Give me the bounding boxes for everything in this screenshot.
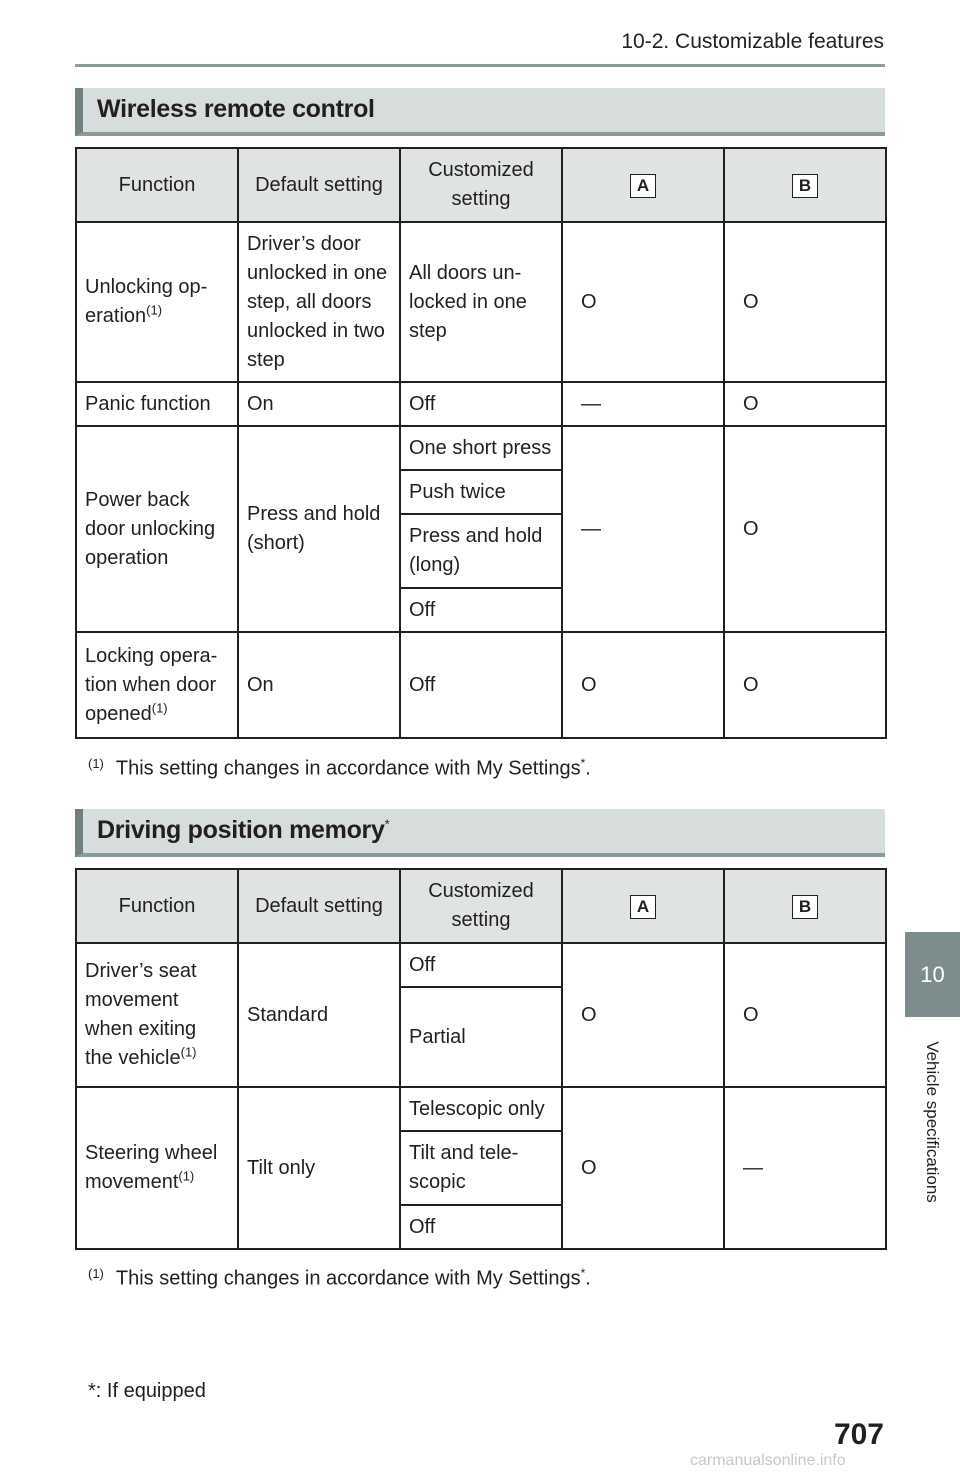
page-number: 707 bbox=[833, 1418, 884, 1451]
cell-default: On bbox=[238, 382, 400, 426]
cell-custom-option: Off bbox=[400, 1205, 562, 1249]
table-row-panic bbox=[76, 382, 886, 426]
cell-custom: Off bbox=[400, 382, 562, 426]
column-header-customized: Customized setting bbox=[400, 869, 562, 943]
cell-custom: All doors un-locked in one step bbox=[400, 222, 562, 382]
cell-a: — bbox=[562, 426, 724, 632]
cell-b: — bbox=[724, 1087, 886, 1249]
column-header-b bbox=[724, 148, 886, 222]
cell-custom-option: Press and hold (long) bbox=[400, 514, 562, 588]
column-header-function: Function bbox=[76, 869, 238, 943]
footnote-mark: (1) bbox=[88, 756, 104, 771]
watermark: carmanualsonline.info bbox=[690, 1452, 846, 1469]
cell-custom-option: One short press bbox=[400, 426, 562, 470]
cell-function: Panic function bbox=[76, 382, 238, 426]
footnote-text: This setting changes in accordance with My Settings bbox=[115, 1267, 581, 1290]
label-a-box: A bbox=[630, 174, 656, 198]
chapter-label: Vehicle specifications bbox=[923, 1041, 942, 1203]
section-heading-wireless-remote bbox=[75, 88, 885, 136]
driving-position-table bbox=[75, 868, 887, 1250]
cell-function: Locking opera-tion when door opened$^{(1)}$ bbox=[76, 632, 238, 738]
table-row-steering bbox=[76, 1087, 886, 1131]
column-header-default: Default setting bbox=[238, 148, 400, 222]
cell-function: Driver’s seat movement when exiting the vehicle$^{(1)}$ bbox=[76, 943, 238, 1087]
cell-custom-option: Off bbox=[400, 588, 562, 632]
cell-function: Power back door unlocking operation bbox=[76, 426, 238, 632]
label-b-box: B bbox=[792, 174, 818, 198]
footnote: $^{(1)}$ This setting changes in accordance with My Settings*. bbox=[88, 1266, 591, 1290]
label-b-box: B bbox=[792, 895, 818, 919]
cell-function: Steering wheel movement$^{(1)}$ bbox=[76, 1087, 238, 1249]
cell-b: O bbox=[724, 426, 886, 632]
cell-b: O bbox=[724, 632, 886, 738]
column-header-default: Default setting bbox=[238, 869, 400, 943]
cell-custom-option: Partial bbox=[400, 987, 562, 1087]
section-header-title: 10-2. Customizable features bbox=[621, 30, 884, 53]
cell-a: O bbox=[562, 1087, 724, 1249]
section-title: Driving position memory* bbox=[97, 816, 390, 844]
if-equipped-note: *: If equipped bbox=[88, 1380, 206, 1402]
footnote-mark: (1) bbox=[88, 1266, 104, 1281]
asterisk: * bbox=[580, 756, 586, 770]
section-title: Wireless remote control bbox=[97, 95, 375, 123]
asterisk: * bbox=[384, 816, 390, 832]
cell-function: Unlocking op-eration$^{(1)}$ bbox=[76, 222, 238, 382]
cell-default: Driver’s door unlocked in one step, all doors unlocked in two step bbox=[238, 222, 400, 382]
cell-custom: Off bbox=[400, 632, 562, 738]
footnote-text: This setting changes in accordance with My Settings bbox=[115, 757, 581, 780]
asterisk: * bbox=[580, 1266, 586, 1280]
column-header-a bbox=[562, 148, 724, 222]
cell-b: O bbox=[724, 382, 886, 426]
cell-a: — bbox=[562, 382, 724, 426]
footnote-ref: (1) bbox=[146, 302, 163, 318]
column-header-b bbox=[724, 869, 886, 943]
footnote-ref: (1) bbox=[178, 1168, 195, 1184]
table-header-row bbox=[76, 869, 886, 943]
cell-custom-option: Telescopic only bbox=[400, 1087, 562, 1131]
table-row-unlocking bbox=[76, 222, 886, 382]
cell-b: O bbox=[724, 222, 886, 382]
section-heading-driving-position bbox=[75, 809, 885, 857]
cell-default: Standard bbox=[238, 943, 400, 1087]
cell-a: O bbox=[562, 632, 724, 738]
cell-default: On bbox=[238, 632, 400, 738]
column-header-a bbox=[562, 869, 724, 943]
table-row-seat bbox=[76, 943, 886, 987]
table-row-locking bbox=[76, 632, 886, 738]
label-a-box: A bbox=[630, 895, 656, 919]
wireless-remote-table bbox=[75, 147, 887, 739]
cell-default: Press and hold (short) bbox=[238, 426, 400, 632]
cell-custom-option: Off bbox=[400, 943, 562, 987]
column-header-customized: Customized setting bbox=[400, 148, 562, 222]
cell-b: O bbox=[724, 943, 886, 1087]
footnote-ref: (1) bbox=[151, 699, 168, 715]
cell-a: O bbox=[562, 943, 724, 1087]
cell-default: Tilt only bbox=[238, 1087, 400, 1249]
chapter-tab: 10 bbox=[905, 932, 960, 1017]
column-header-function: Function bbox=[76, 148, 238, 222]
cell-custom-option: Push twice bbox=[400, 470, 562, 514]
footnote: $^{(1)}$ This setting changes in accordance with My Settings*. bbox=[88, 756, 591, 780]
cell-a: O bbox=[562, 222, 724, 382]
table-row-power-back-door bbox=[76, 426, 886, 470]
table-header-row bbox=[76, 148, 886, 222]
cell-custom-option: Tilt and tele-scopic bbox=[400, 1131, 562, 1205]
footnote-ref: (1) bbox=[180, 1044, 197, 1060]
header-divider bbox=[75, 64, 885, 67]
